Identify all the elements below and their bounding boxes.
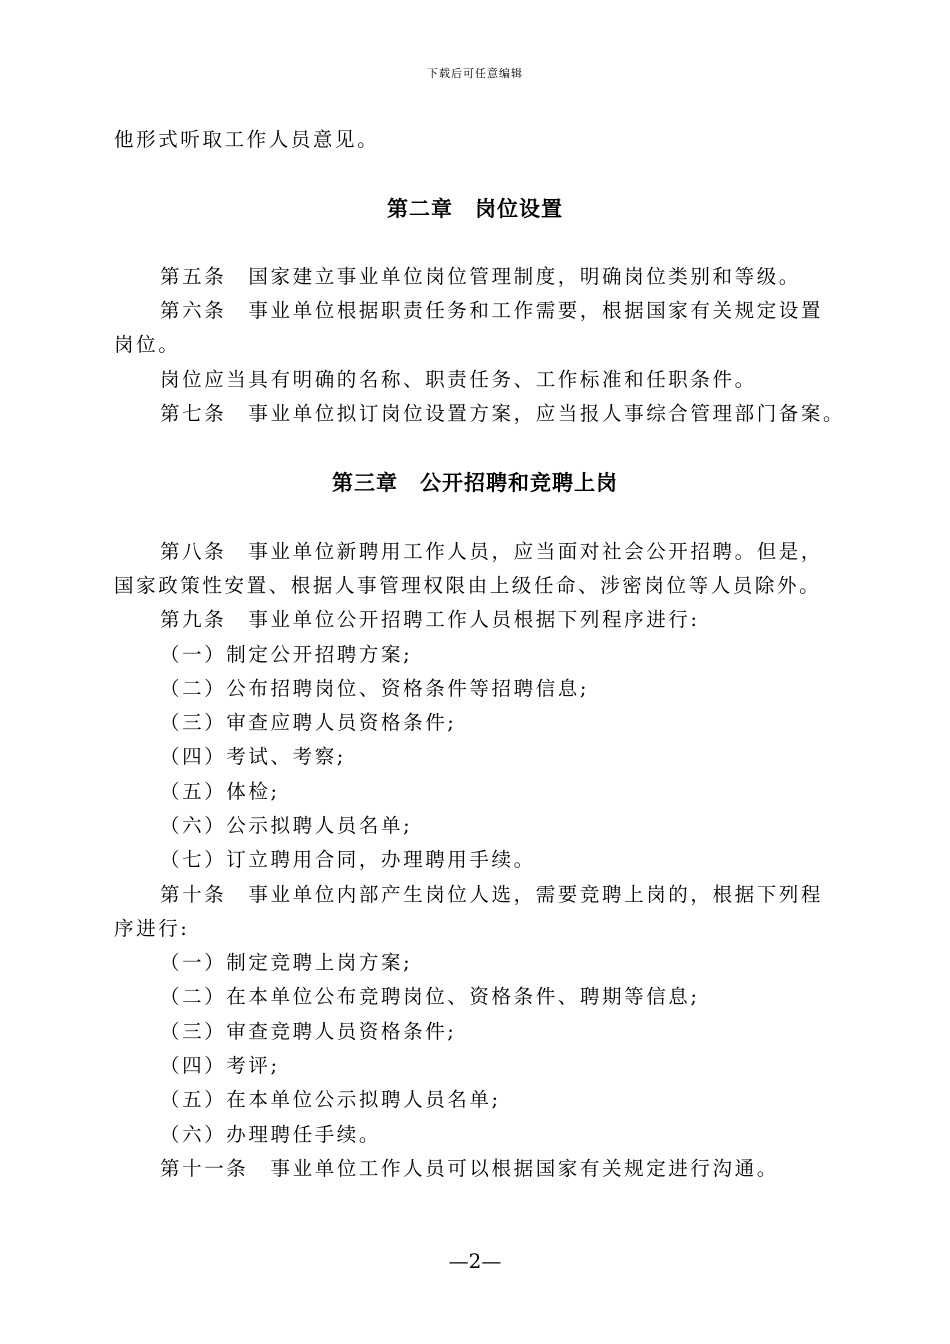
page-number: —2— bbox=[448, 1249, 502, 1273]
article-line: 第九条 事业单位公开招聘工作人员根据下列程序进行: bbox=[160, 608, 700, 631]
article-line: 第十一条 事业单位工作人员可以根据国家有关规定进行沟通。 bbox=[160, 1157, 779, 1180]
chapter-heading: 第三章 公开招聘和竞聘上岗 bbox=[332, 471, 618, 495]
text-line: 他形式听取工作人员意见。 bbox=[114, 128, 380, 151]
list-item: （六）公示拟聘人员名单; bbox=[160, 814, 413, 837]
list-item: （三）审查竞聘人员资格条件; bbox=[160, 1020, 457, 1043]
article-line: 第五条 国家建立事业单位岗位管理制度，明确岗位类别和等级。 bbox=[160, 265, 801, 288]
article-line: 第七条 事业单位拟订岗位设置方案，应当报人事综合管理部门备案。 bbox=[160, 402, 846, 425]
text-line: 国家政策性安置、根据人事管理权限由上级任命、涉密岗位等人员除外。 bbox=[114, 574, 822, 597]
list-item: （四）考评; bbox=[160, 1054, 280, 1077]
page-header: 下载后可任意编辑 bbox=[427, 67, 523, 80]
list-item: （七）订立聘用合同，办理聘用手续。 bbox=[160, 848, 536, 871]
text-line: 序进行: bbox=[114, 917, 190, 940]
list-item: （五）体检; bbox=[160, 780, 280, 803]
list-item: （二）在本单位公布竞聘岗位、资格条件、聘期等信息; bbox=[160, 985, 700, 1008]
list-item: （二）公布招聘岗位、资格条件等招聘信息; bbox=[160, 677, 590, 700]
article-line: 第十条 事业单位内部产生岗位人选，需要竞聘上岗的，根据下列程 bbox=[160, 883, 824, 906]
article-line: 第八条 事业单位新聘用工作人员，应当面对社会公开招聘。但是， bbox=[160, 540, 824, 563]
chapter-heading: 第二章 岗位设置 bbox=[387, 197, 563, 221]
list-item: （六）办理聘任手续。 bbox=[160, 1123, 382, 1146]
text-line: 岗位应当具有明确的名称、职责任务、工作标准和任职条件。 bbox=[160, 368, 757, 391]
article-line: 第六条 事业单位根据职责任务和工作需要，根据国家有关规定设置 bbox=[160, 299, 824, 322]
list-item: （四）考试、考察; bbox=[160, 745, 346, 768]
text-line: 岗位。 bbox=[114, 333, 181, 356]
list-item: （一）制定公开招聘方案; bbox=[160, 643, 413, 666]
list-item: （一）制定竞聘上岗方案; bbox=[160, 951, 413, 974]
list-item: （三）审查应聘人员资格条件; bbox=[160, 711, 457, 734]
list-item: （五）在本单位公示拟聘人员名单; bbox=[160, 1088, 501, 1111]
